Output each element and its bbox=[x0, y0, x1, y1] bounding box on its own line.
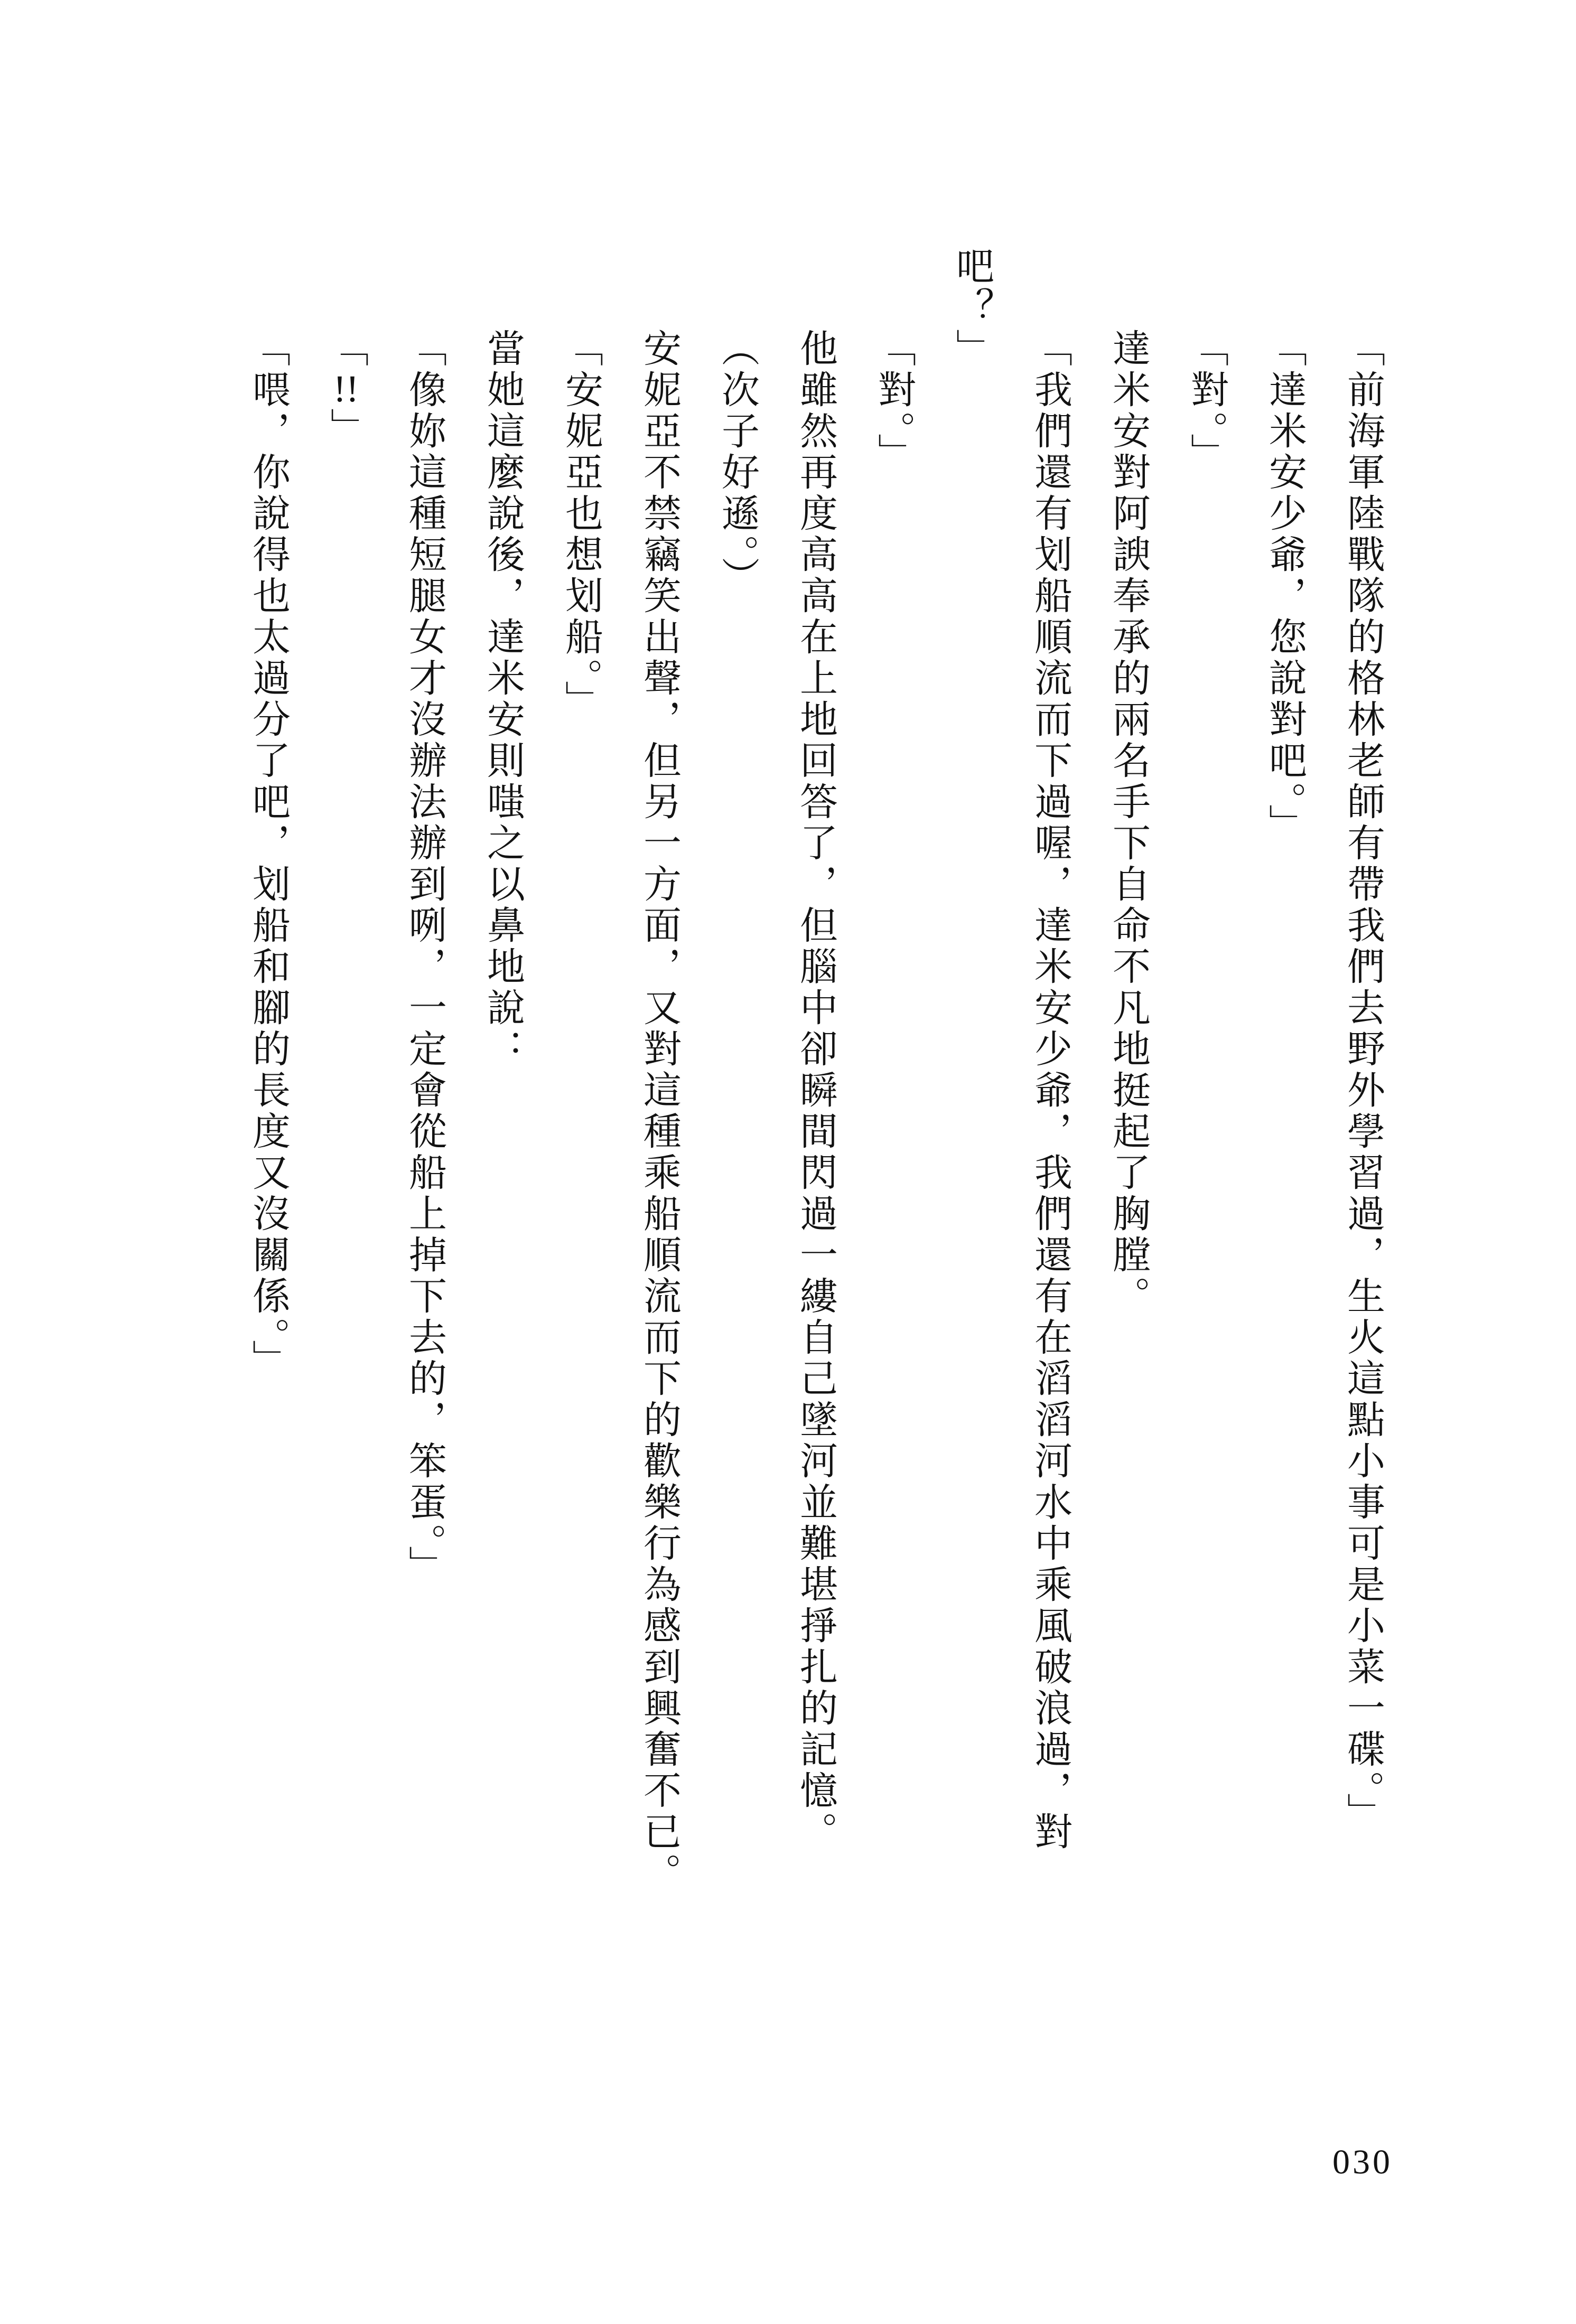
paragraph-5: 「我們還有划船順流而下過喔，達米安少爺，我們還有在滔滔河水中乘風破浪過，對吧？」 bbox=[950, 246, 1071, 1853]
paragraph-7: 他雖然再度高高在上地回答了，但腦中卻瞬間閃過一縷自己墜河並難堪掙扎的記憶。 bbox=[794, 329, 836, 1853]
vertical-text-area bbox=[229, 246, 1402, 1899]
paragraph-10: 「安妮亞也想划船。」 bbox=[559, 329, 602, 721]
paragraph-4: 達米安對阿諛奉承的兩名手下自命不凡地挺起了胸膛。 bbox=[1107, 329, 1149, 1317]
paragraph-11: 當她這麼說後，達米安則嗤之以鼻地說： bbox=[481, 329, 524, 1070]
tate-chu-yoko: !! bbox=[333, 370, 359, 408]
page-number: 030 bbox=[1332, 2143, 1393, 2181]
paragraph-1: 「前海軍陸戰隊的格林老師有帶我們去野外學習過，生火這點小事可是小菜一碟。」 bbox=[1341, 329, 1384, 1834]
paragraph-2: 「達米安少爺，您說對吧。」 bbox=[1263, 329, 1305, 845]
paragraph-9: 安妮亞不禁竊笑出聲，但另一方面，又對這種乘船順流而下的歡樂行為感到興奮不已。 bbox=[638, 329, 680, 1894]
paragraph-8: （次子好遜。） bbox=[716, 329, 758, 598]
paragraph-6: 「對。」 bbox=[872, 329, 915, 474]
paragraph-12: 「像妳這種短腿女才沒辦法辦到咧，一定會從船上掉下去的，笨蛋。」 bbox=[403, 329, 445, 1587]
paragraph-13: 「!!」 bbox=[325, 329, 367, 449]
paragraph-3: 「對。」 bbox=[1185, 329, 1227, 474]
paragraph-14: 「喂，你說得也太過分了吧，划船和腳的長度又沒關係。」 bbox=[247, 329, 289, 1381]
